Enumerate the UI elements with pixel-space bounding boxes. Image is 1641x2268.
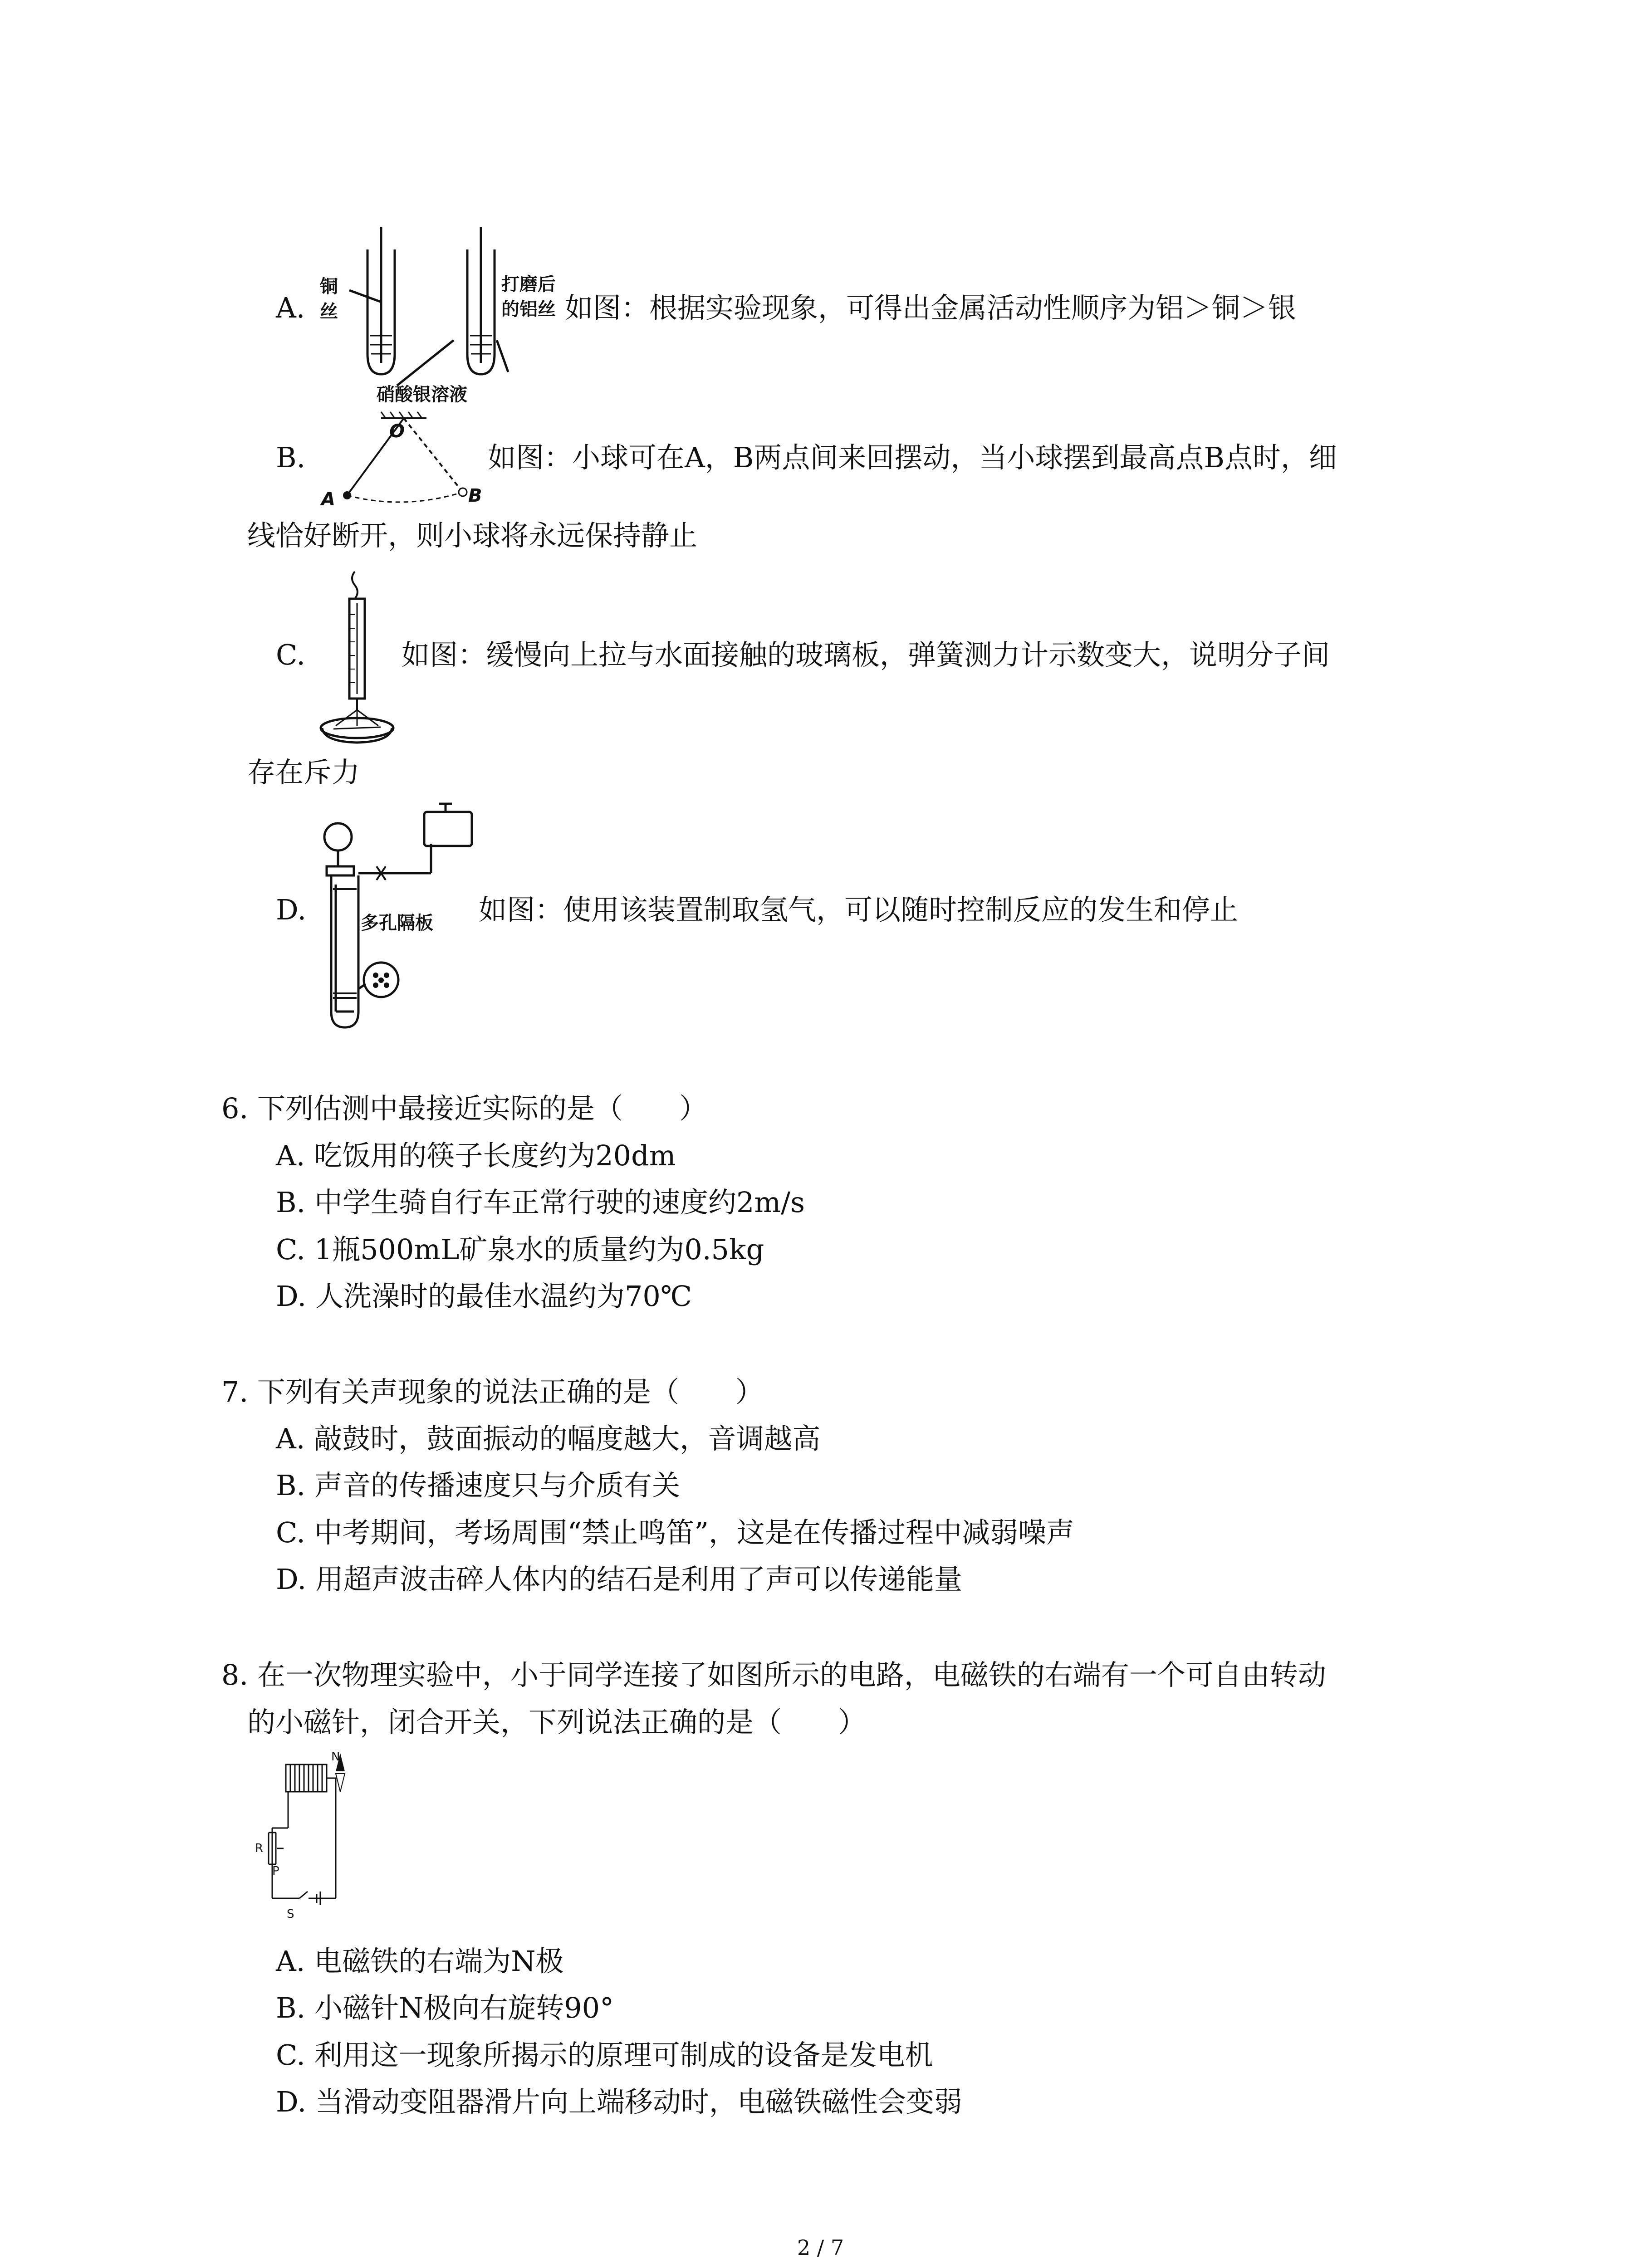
q8-option-d: D. 当滑动变阻器滑片向上端移动时，电磁铁磁性会变弱 [276,2085,962,2118]
q5-option-c-text: 如图：缓慢向上拉与水面接触的玻璃板，弹簧测力计示数变大，说明分子间 [402,638,1330,671]
q5-option-c-letter: C. [276,638,305,671]
q7-option-d: D. 用超声波击碎人体内的结石是利用了声可以传递能量 [276,1563,962,1596]
silver-nitrate-label: 硝酸银溶液 [377,384,467,405]
q7-option-a: A. 敲鼓时，鼓面振动的幅度越大，音调越高 [276,1422,821,1455]
copper-wire-label: 铜 [320,276,338,297]
compass-n-label: N [331,1750,340,1764]
q5-option-b-letter: B. [276,441,306,474]
q6-option-c: C. 1瓶500mL矿泉水的质量约为0.5kg [276,1233,764,1266]
switch-s-label: S [287,1907,294,1921]
q5-option-d-text: 如图：使用该装置制取氢气，可以随时控制反应的发生和停止 [479,893,1239,926]
porous-plate-label: 多孔隔板 [361,913,433,934]
q5-option-a-letter: A. [276,291,305,324]
point-a-label: A [321,489,335,510]
q6-stem: 6. 下列估测中最接近实际的是（ ） [221,1092,707,1125]
q7-option-b: B. 声音的传播速度只与介质有关 [276,1469,680,1502]
aluminum-wire-label: 打磨后 [501,274,556,295]
q7-option-c: C. 中考期间，考场周围“禁止鸣笛”，这是在传播过程中减弱噪声 [276,1516,1075,1549]
q6-option-a: A. 吃饭用的筷子长度约为20dm [276,1139,676,1172]
copper-wire-label-2: 丝 [320,301,338,322]
test-tube-figure [318,222,513,399]
q5-option-b-text-cont: 线恰好断开，则小球将永远保持静止 [247,519,698,552]
q8-option-c: C. 利用这一现象所揭示的原理可制成的设备是发电机 [276,2038,933,2072]
spring-scale-figure [318,569,399,746]
page-number: 2 / 7 [797,2235,844,2260]
rheostat-r-label: R [255,1842,264,1855]
pivot-label: O [389,421,405,442]
slider-p-label: P [272,1864,279,1878]
point-b-label: B [468,485,482,506]
aluminum-wire-label-2: 的铝丝 [501,299,556,320]
q5-option-d-letter: D. [276,893,307,926]
q8-option-b: B. 小磁针N极向右旋转90° [276,1991,614,2024]
q8-stem-cont: 的小磁针，闭合开关，下列说法正确的是（ ） [247,1706,867,1739]
q7-stem: 7. 下列有关声现象的说法正确的是（ ） [221,1375,764,1408]
q8-option-a: A. 电磁铁的右端为N极 [276,1945,564,1978]
q5-option-a-text: 如图：根据实验现象，可得出金属活动性顺序为铝＞铜＞银 [565,291,1297,324]
q5-option-b-text: 如图：小球可在A，B两点间来回摆动，当小球摆到最高点B点时，细 [488,441,1337,474]
electromagnet-circuit-figure [245,1751,354,1923]
q8-stem: 8. 在一次物理实验中，小于同学连接了如图所示的电路，电磁铁的右端有一个可自由转动 [221,1658,1326,1691]
q5-option-c-text-cont: 存在斥力 [247,756,360,789]
q6-option-b: B. 中学生骑自行车正常行驶的速度约2m/s [276,1186,805,1219]
q6-option-d: D. 人洗澡时的最佳水温约为70℃ [276,1280,692,1313]
